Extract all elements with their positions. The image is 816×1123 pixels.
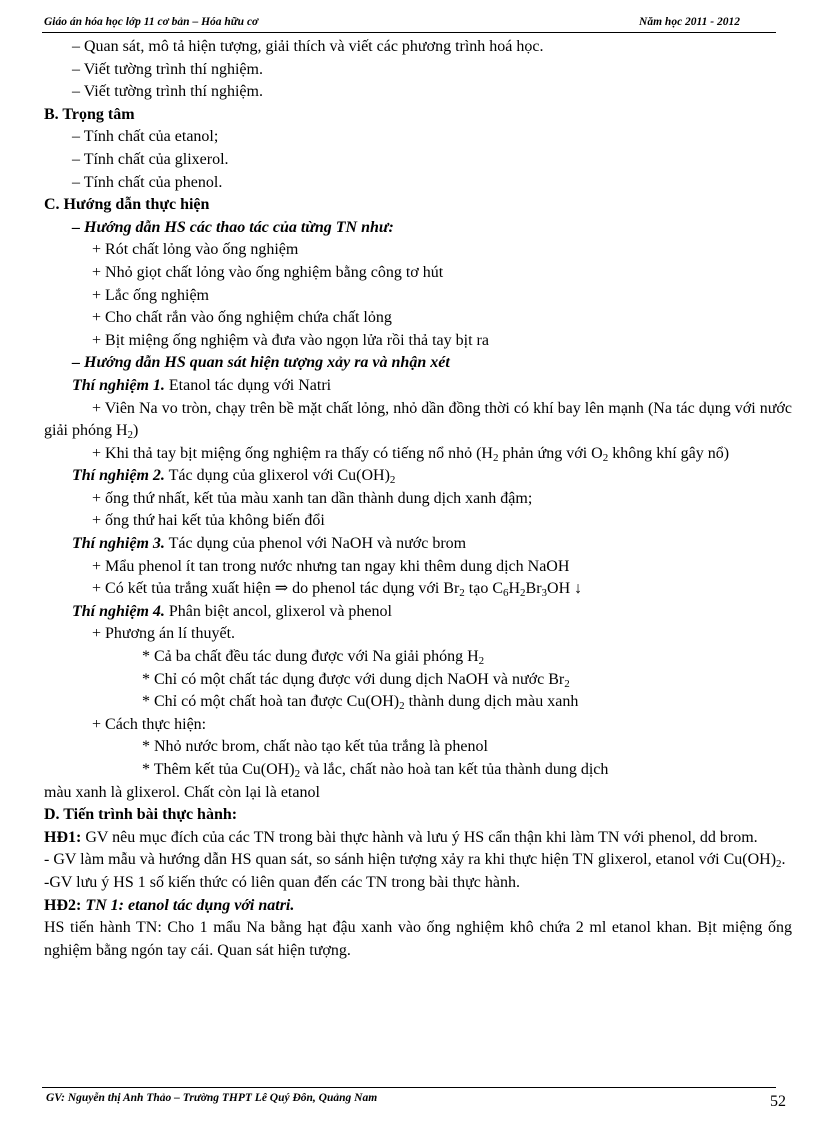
line: + Cho chất rắn vào ống nghiệm chứa chất lỏng <box>92 309 392 327</box>
line: + Có kết tủa trắng xuất hiện ⇒ do phenol tác dụng với $Br_2$ tạo $C_6H_2Br_3OH$ ↓ <box>92 580 583 600</box>
page-number: 52 <box>770 1093 786 1110</box>
line: + Phương án lí thuyết. <box>92 625 236 643</box>
paragraph: -GV lưu ý HS 1 số kiến thức có liên quan đến các TN trong bài thực hành. <box>44 873 520 891</box>
page-header <box>42 14 776 32</box>
paragraph: + Viên Na vo tròn, chạy trên bề mặt chất lỏng, nhỏ dần đồng thời có khí bay lên mạnh (Na tác dụng với nước giải phóng $H_2$) <box>44 399 792 442</box>
line: * Chỉ có một chất hoà tan được $Cu(OH)_2$ thành dung dịch màu xanh <box>142 693 579 713</box>
line: + Mẩu phenol ít tan trong nước nhưng tan ngay khi thêm dung dịch NaOH <box>92 557 570 575</box>
experiment-3: Thí nghiệm 3. Tác dụng của phenol với NaOH và nước brom <box>72 535 467 553</box>
header-rule <box>42 32 776 33</box>
line: – Viết tường trình thí nghiệm. <box>72 83 263 101</box>
line: – Tính chất của glixerol. <box>72 150 229 168</box>
line: – Tính chất của etanol; <box>72 128 219 146</box>
line: + Bịt miệng ống nghiệm và đưa vào ngọn lửa rồi thả tay bịt ra <box>92 331 489 349</box>
footer-rule <box>42 1087 776 1088</box>
line: + Rót chất lỏng vào ống nghiệm <box>92 241 299 259</box>
line: – Quan sát, mô tả hiện tượng, giải thích và viết các phương trình hoá học. <box>72 38 544 55</box>
subheading: – Hướng dẫn HS quan sát hiện tượng xảy ra và nhận xét <box>72 354 450 372</box>
line: * Chỉ có một chất tác dụng được với dung dịch NaOH và nước $Br_2$ <box>142 670 570 690</box>
footer-text: GV: Nguyễn thị Anh Thảo – Trường THPT Lê Quý Đôn, Quảng Nam <box>46 1092 378 1104</box>
paragraph: - GV làm mẫu và hướng dẫn HS quan sát, so sánh hiện tượng xảy ra khi thực hiện TN glixerol, etanol với $Cu(OH)_2$. <box>44 851 786 871</box>
experiment-4: Thí nghiệm 4. Phân biệt ancol, glixerol và phenol <box>72 602 392 620</box>
line: * Thêm kết tủa $Cu(OH)_2$ và lắc, chất nào hoà tan kết tủa thành dung dịch <box>142 761 609 780</box>
header-left: Giáo án hóa học lớp 11 cơ bản – Hóa hữu cơ <box>44 16 259 28</box>
header-right: Năm học 2011 - 2012 <box>639 16 740 28</box>
subheading: – Hướng dẫn HS các thao tác của từng TN như: <box>72 218 394 236</box>
line: – Viết tường trình thí nghiệm. <box>72 60 263 78</box>
experiment-label: Thí nghiệm 2. <box>72 467 165 485</box>
document-body <box>44 36 792 962</box>
section-heading-d: D. Tiến trình bài thực hành: <box>44 806 238 824</box>
line: + Lắc ống nghiệm <box>92 286 209 304</box>
activity-label: HĐ1: <box>44 828 82 846</box>
paragraph: HS tiến hành TN: Cho 1 mẩu Na bằng hạt đậu xanh vào ống nghiệm khô chứa 2 ml etanol khan. Bịt miệng ống nghiệm bằng ngón tay cái. Quan sát hiện tượng. <box>44 919 792 959</box>
line: + ống thứ nhất, kết tủa màu xanh tan dần thành dung dịch xanh đậm; <box>92 489 533 507</box>
line: * Cả ba chất đều tác dung được với Na giải phóng $H_2$ <box>142 648 485 668</box>
section-heading-c: C. Hướng dẫn thực hiện <box>44 196 210 214</box>
experiment-label: Thí nghiệm 4. <box>72 602 165 620</box>
experiment-2: Thí nghiệm 2. Tác dụng của glixerol với $Cu(OH)_2$ <box>72 467 396 487</box>
activity-label: HĐ2: <box>44 896 82 914</box>
line: màu xanh là glixerol. Chất còn lại là etanol <box>44 783 320 801</box>
line: * Nhỏ nước brom, chất nào tạo kết tủa trắng là phenol <box>142 738 488 756</box>
line: + Cách thực hiện: <box>92 715 207 733</box>
experiment-label: Thí nghiệm 3. <box>72 535 165 553</box>
paragraph-hd2: HĐ2: TN 1: etanol tác dụng với natri. <box>44 896 295 914</box>
line: + ống thứ hai kết tủa không biến đổi <box>92 512 325 530</box>
experiment-1: Thí nghiệm 1. Etanol tác dụng với Natri <box>72 376 332 394</box>
paragraph-hd1: HĐ1: GV nêu mục đích của các TN trong bài thực hành và lưu ý HS cẩn thận khi làm TN với phenol, dd brom. <box>44 828 758 846</box>
paragraph: + Khi thả tay bịt miệng ống nghiệm ra thấy có tiếng nổ nhỏ ($H_2$ phản ứng với $O_2$ không khí gây nổ) <box>92 444 730 464</box>
section-heading-b: B. Trọng tâm <box>44 105 135 123</box>
line: + Nhỏ giọt chất lỏng vào ống nghiệm bằng công tơ hút <box>92 263 444 281</box>
line: – Tính chất của phenol. <box>72 173 223 191</box>
experiment-label: Thí nghiệm 1. <box>72 376 165 394</box>
